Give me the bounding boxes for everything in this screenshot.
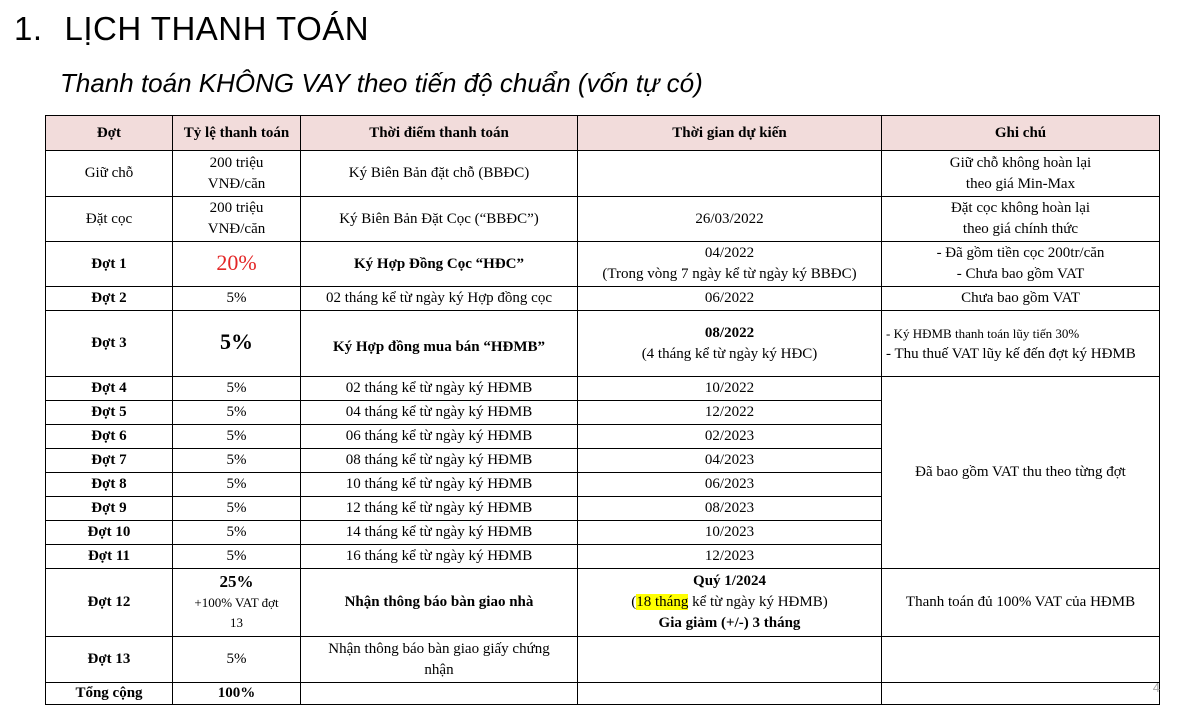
stage-cell: Giữ chỗ [46,151,173,197]
payment-time-cell: Nhận thông báo bàn giao giấy chứng nhận [301,637,578,683]
expected-time-cell: 02/2023 [578,425,882,449]
stage-cell: Đợt 12 [46,569,173,637]
payment-time-cell: 02 tháng kể từ ngày ký Hợp đồng cọc [301,287,578,311]
expected-time-cell: 08/2022 (4 tháng kể từ ngày ký HĐC) [578,311,882,377]
total-rate: 100% [173,683,301,705]
payment-time-cell: 06 tháng kể từ ngày ký HĐMB [301,425,578,449]
expected-time-cell: 12/2022 [578,401,882,425]
rate-cell: 5% [173,545,301,569]
rate-cell: 5% [173,521,301,545]
section-number: 1. [14,10,43,47]
rate-cell: 5% [173,473,301,497]
note-cell: - Ký HĐMB thanh toán lũy tiến 30% - Thu thuế VAT lũy kế đến đợt ký HĐMB [882,311,1160,377]
stage-cell: Đợt 4 [46,377,173,401]
stage-cell: Đợt 2 [46,287,173,311]
rate-cell: 5% [173,401,301,425]
payment-time-cell: 02 tháng kể từ ngày ký HĐMB [301,377,578,401]
page-number: 4 [1152,680,1160,695]
note-cell: Chưa bao gồm VAT [882,287,1160,311]
rate-cell: 5% [173,287,301,311]
payment-time-cell: Ký Biên Bản đặt chỗ (BBĐC) [301,151,578,197]
rate-cell: 200 triệu VNĐ/căn [173,197,301,242]
payment-time-cell: 14 tháng kể từ ngày ký HĐMB [301,521,578,545]
expected-time-cell: 04/2023 [578,449,882,473]
table-header-row [46,116,1160,151]
expected-time-cell: 12/2023 [578,545,882,569]
header-stage: Đợt [46,116,173,151]
rate-cell: 5% [173,311,301,377]
expected-time-cell: 04/2022 (Trong vòng 7 ngày kể từ ngày ký BBĐC) [578,242,882,287]
expected-time-cell [578,637,882,683]
payment-time-cell: 16 tháng kể từ ngày ký HĐMB [301,545,578,569]
table-row [46,151,1160,197]
payment-time-cell: 08 tháng kể từ ngày ký HĐMB [301,449,578,473]
header-expected-time: Thời gian dự kiến [578,116,882,151]
table-row [46,569,1160,637]
payment-time-cell: 10 tháng kể từ ngày ký HĐMB [301,473,578,497]
stage-cell: Đợt 1 [46,242,173,287]
payment-time-cell: Ký Biên Bản Đặt Cọc (“BBĐC”) [301,197,578,242]
header-payment-time: Thời điểm thanh toán [301,116,578,151]
expected-time-cell: 10/2023 [578,521,882,545]
table-row [46,242,1160,287]
table-row [46,197,1160,242]
empty-cell [301,683,578,705]
payment-time-cell: Nhận thông báo bàn giao nhà [301,569,578,637]
payment-time-cell: Ký Hợp Đồng Cọc “HĐC” [301,242,578,287]
payment-time-cell: Ký Hợp đồng mua bán “HĐMB” [301,311,578,377]
stage-cell: Đợt 3 [46,311,173,377]
stage-cell: Đợt 11 [46,545,173,569]
expected-time-cell [578,151,882,197]
rate-cell: 5% [173,425,301,449]
expected-time-cell: 10/2022 [578,377,882,401]
stage-cell: Đợt 5 [46,401,173,425]
note-cell: - Đã gồm tiền cọc 200tr/căn - Chưa bao gồm VAT [882,242,1160,287]
total-label: Tổng cộng [46,683,173,705]
note-cell: Đặt cọc không hoàn lại theo giá chính thức [882,197,1160,242]
rate-cell [173,242,301,287]
stage-cell: Đợt 13 [46,637,173,683]
note-cell: Thanh toán đủ 100% VAT của HĐMB [882,569,1160,637]
stage-cell: Đợt 8 [46,473,173,497]
table-row [46,637,1160,683]
table-row [46,287,1160,311]
section-title: LỊCH THANH TOÁN [64,10,370,47]
note-cell [882,637,1160,683]
section-heading [14,10,369,48]
highlighted-duration: 18 tháng [636,594,689,610]
rate-cell: 200 triệu VNĐ/căn [173,151,301,197]
rate-cell: 5% [173,497,301,521]
empty-cell [578,683,882,705]
payment-time-cell: 12 tháng kể từ ngày ký HĐMB [301,497,578,521]
payment-time-cell: 04 tháng kể từ ngày ký HĐMB [301,401,578,425]
expected-time-cell: 08/2023 [578,497,882,521]
rate-cell: 5% [173,449,301,473]
stage-cell: Đặt cọc [46,197,173,242]
header-notes: Ghi chú [882,116,1160,151]
expected-time-cell: Quý 1/2024 (18 tháng kể từ ngày ký HĐMB) Gia giảm (+/-) 3 tháng [578,569,882,637]
expected-time-cell: 06/2023 [578,473,882,497]
rate-cell: 5% [173,637,301,683]
stage-cell: Đợt 7 [46,449,173,473]
section-subtitle: Thanh toán KHÔNG VAY theo tiến độ chuẩn (vốn tự có) [60,68,703,98]
empty-cell [882,683,1160,705]
rate-cell: 5% [173,377,301,401]
note-cell-merged: Đã bao gồm VAT thu theo từng đợt [882,377,1160,569]
header-rate: Tỷ lệ thanh toán [173,116,301,151]
table-total-row [46,683,1160,705]
stage-cell: Đợt 9 [46,497,173,521]
note-cell: Giữ chỗ không hoàn lại theo giá Min-Max [882,151,1160,197]
stage-cell: Đợt 10 [46,521,173,545]
expected-time-cell: 06/2022 [578,287,882,311]
rate-cell: 25% +100% VAT đợt 13 [173,569,301,637]
table-row [46,377,1160,401]
payment-schedule-table [45,115,1160,705]
stage-cell: Đợt 6 [46,425,173,449]
table-row [46,311,1160,377]
highlight-rate: 20% [216,249,257,275]
expected-time-cell: 26/03/2022 [578,197,882,242]
